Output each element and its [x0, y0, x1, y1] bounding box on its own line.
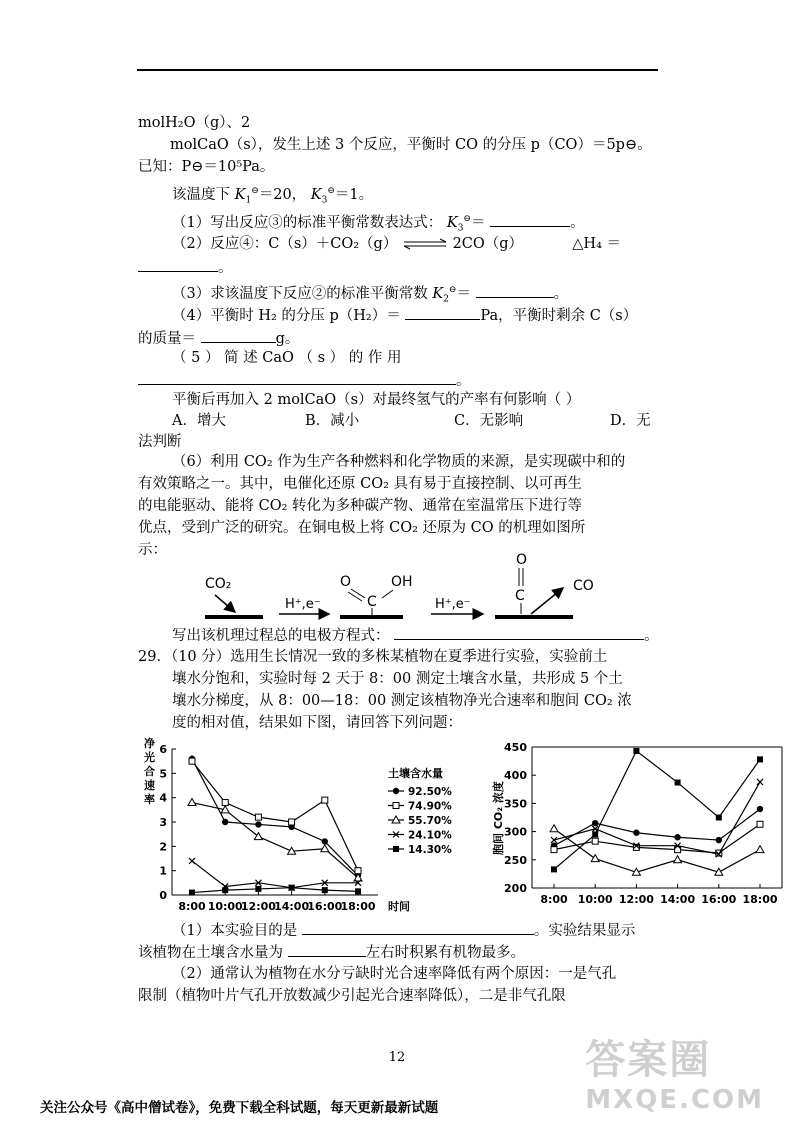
chart1-xlabel: 时间 [388, 900, 410, 913]
data-point [675, 780, 681, 786]
x-tick-label: 18:00 [742, 893, 778, 906]
q29-line-1: 29．（10 分）选用生长情况一致的多株某植物在夏季进行实验，实验前土 [138, 649, 608, 665]
q28-part1: （1）写出反应③的标准平衡常数表达式： $K_3^⊖=$ 。 [172, 209, 585, 239]
legend-label: 24.10% [408, 829, 452, 842]
series-line [192, 888, 358, 893]
co-product-label: CO [573, 578, 594, 594]
y-tick-label: 2 [159, 840, 167, 854]
option-d: D．无 [610, 413, 651, 429]
x-tick-label: 12:00 [618, 893, 654, 906]
step-label-1: H⁺,e⁻ [285, 597, 321, 612]
answer-blank[interactable] [201, 328, 276, 343]
net-photosynthesis-chart [138, 735, 452, 915]
data-point [355, 868, 361, 874]
x-tick-label: 14:00 [660, 893, 696, 906]
data-point [592, 831, 598, 837]
q28-part6-l3: 的电能驱动、能将 CO₂ 转化为多种碳产物、通常在室温常压下进行等 [138, 498, 583, 514]
hydroxyl-label: OH [391, 574, 413, 590]
q28-part6-l5: 示： [138, 542, 167, 558]
q28-part6-ask: 写出该机理过程总的电极方程式： 。 [172, 625, 659, 646]
legend-marker [393, 803, 399, 809]
data-point [289, 885, 295, 891]
q29-line-4: 度的相对值，结果如下图，请回答下列问题： [172, 715, 462, 731]
x-tick-label: 8:00 [178, 900, 206, 913]
q28-constants: 该温度下 $K_1^⊖=20$， $K_3^⊖=1$。 [172, 186, 374, 206]
y-tick-label: 350 [504, 797, 527, 811]
data-point [551, 847, 557, 853]
q29-part2-l2: 限制（植物叶片气孔开放数减少引起光合速率降低），二是非气孔限 [138, 988, 566, 1004]
q29-part1: （1）本实验目的是 。实验结果显示 [172, 920, 635, 941]
oxygen-label-2: O [516, 552, 528, 568]
series-55.70% [188, 799, 362, 881]
legend-item [388, 815, 452, 827]
q28-part2: （2）反应④：C（s）＋CO₂（g） 2CO（g） △H₄ ＝ [172, 236, 621, 252]
adsorb-arrow [215, 595, 235, 612]
option-c: C．无影响 [454, 413, 524, 429]
data-point [633, 830, 639, 836]
q28-part6-l4: 优点，受到广泛的研究。在铜电极上将 CO₂ 还原为 CO 的机理如图所 [138, 520, 586, 536]
q28-line-3: 已知：P⊖＝10⁵Pa。 [138, 159, 275, 175]
data-point [188, 799, 196, 806]
data-point [674, 856, 682, 863]
carbon-label-1: C [367, 594, 377, 610]
series-74.90% [189, 758, 361, 874]
page-number: 12 [388, 1050, 406, 1065]
carbon-label-2: C [515, 588, 525, 604]
data-point [551, 866, 557, 872]
x-tick-label: 16:00 [307, 900, 343, 913]
data-point [322, 797, 328, 803]
y-tick-label: 6 [159, 743, 167, 756]
answer-blank[interactable] [302, 920, 534, 935]
x-tick-label: 10:00 [207, 900, 243, 913]
legend-label: 55.70% [408, 815, 452, 827]
legend-item [388, 830, 452, 842]
q28-part4: （4）平衡时 H₂ 的分压 p（H₂）＝ Pa，平衡时剩余 C（s） [172, 305, 637, 326]
data-point [255, 886, 261, 892]
data-point [757, 779, 763, 785]
legend-item [388, 844, 452, 856]
answer-blank[interactable] [405, 305, 480, 320]
data-point [756, 846, 764, 853]
q29-line-3: 壤水分梯度，从 8：00—18：00 测定该植物净光合速率和胞间 CO₂ 浓 [172, 693, 632, 709]
answer-blank[interactable] [490, 212, 570, 227]
data-point [757, 806, 763, 812]
option-d-cont: 法判断 [138, 434, 182, 450]
answer-blank[interactable] [476, 283, 554, 298]
q28-part3: （3）求该温度下反应②的标准平衡常数 $K_2^⊖=$ 。 [172, 280, 568, 310]
answer-blank[interactable] [138, 370, 456, 385]
data-point [222, 800, 228, 806]
series-line [192, 803, 358, 878]
series-74.90% [551, 821, 763, 856]
data-point [222, 887, 228, 893]
legend-title: 土壤含水量 [388, 767, 443, 780]
option-a: A．增大 [172, 413, 226, 429]
chart2-ylabel: 胞间 CO₂ 浓度 [492, 781, 505, 855]
x-tick-label: 12:00 [240, 900, 276, 913]
data-point [355, 888, 361, 894]
data-point [633, 748, 639, 754]
desorb-arrow [531, 588, 563, 614]
y-tick-label: 400 [504, 769, 527, 783]
q28-line-1: molH₂O（g）、2 [138, 115, 251, 131]
data-point [189, 858, 195, 864]
watermark-logo: 答案圈 MXQE.COM [585, 1037, 764, 1115]
q28-part2-answer: 。 [138, 257, 233, 278]
answer-blank[interactable] [394, 625, 644, 640]
intercellular-co2-chart [482, 735, 792, 915]
bond-coh [382, 590, 393, 598]
series-24.10% [189, 858, 361, 891]
footer-notice: 关注公众号《高中僧试卷》，免费下载全科试题，每天更新最新试题 [40, 1100, 439, 1116]
bond-co-1 [351, 589, 365, 598]
data-point [189, 758, 195, 764]
equilibrium-arrow-icon [402, 238, 448, 250]
y-tick-label: 4 [159, 791, 167, 805]
series-92.50% [189, 756, 361, 879]
data-point [289, 819, 295, 825]
q28-part6-l1: （6）利用 CO₂ 作为生产各种燃料和化学物质的来源，是实现碳中和的 [172, 454, 626, 470]
q28-line-2: molCaO（s），发生上述 3 个反应，平衡时 CO 的分压 p（CO）＝5p⊖。 [170, 137, 652, 153]
legend-label: 14.30% [408, 844, 452, 856]
y-tick-label: 3 [159, 816, 167, 829]
y-tick-label: 5 [159, 767, 167, 781]
data-point [322, 838, 328, 844]
y-tick-label: 450 [504, 741, 527, 754]
series-14.30% [189, 885, 361, 896]
data-point [255, 814, 261, 820]
y-tick-label: 1 [159, 864, 167, 878]
data-point [592, 820, 598, 826]
data-point [189, 890, 195, 896]
option-b: B．减小 [305, 413, 360, 429]
q28-part5: （ 5 ） 简 述 CaO （ s ） 的 作 用 [172, 350, 402, 366]
legend-marker [393, 846, 399, 852]
data-point [550, 825, 558, 832]
answer-blank[interactable] [138, 257, 218, 272]
x-tick-label: 10:00 [577, 893, 613, 906]
data-point [222, 819, 228, 825]
data-point [591, 855, 599, 862]
x-tick-label: 16:00 [701, 893, 737, 906]
series-line [554, 809, 760, 846]
q28-part4-mass: 的质量＝ g。 [138, 328, 299, 349]
legend-marker [393, 788, 399, 794]
data-point [321, 845, 329, 852]
q28-part5-question: 平衡后再加入 2 molCaO（s）对最终氢气的产率有何影响（ ） [172, 392, 581, 408]
step-label-2: H⁺,e⁻ [435, 597, 471, 612]
data-point [322, 887, 328, 893]
data-point [757, 821, 763, 827]
series-92.50% [551, 806, 763, 849]
oxygen-label: O [340, 574, 352, 590]
y-tick-label: 200 [504, 882, 527, 895]
x-tick-label: 14:00 [274, 900, 310, 913]
data-point [716, 837, 722, 843]
q29-part2-l1: （2）通常认为植物在水分亏缺时光合速率降低有两个原因：一是气孔 [172, 966, 617, 982]
y-tick-label: 250 [504, 853, 527, 867]
co2-reduction-mechanism [195, 550, 635, 630]
legend-label: 92.50% [408, 786, 452, 798]
chart1-ylabel: 净光合速率 [144, 737, 155, 806]
q28-part5-answer: 。 [138, 370, 471, 391]
legend-item [388, 786, 452, 798]
data-point [255, 821, 261, 827]
q29-part1-cont: 该植物在土壤含水量为 左右时积累有机物最多。 [138, 942, 525, 963]
series-line [192, 761, 358, 871]
co2-label: CO₂ [205, 576, 232, 592]
data-point [674, 834, 680, 840]
q28-part6-l2: 有效策略之一。其中，电催化还原 CO₂ 具有易于直接控制、以可再生 [138, 476, 583, 492]
bond-co-2 [348, 592, 362, 601]
x-tick-label: 8:00 [540, 893, 568, 906]
answer-blank[interactable] [288, 942, 366, 957]
data-point [716, 815, 722, 821]
legend-item [388, 801, 452, 813]
data-point [592, 838, 598, 844]
q28-options [172, 411, 651, 431]
y-tick-label: 0 [159, 889, 167, 902]
series-14.30% [551, 748, 763, 872]
y-tick-label: 300 [504, 825, 527, 839]
q29-line-2: 壤水分饱和，实验时每 2 天于 8：00 测定土壤含水量，共形成 5 个土 [172, 671, 623, 687]
header-rule [137, 69, 658, 71]
series-line [192, 861, 358, 888]
legend-label: 74.90% [408, 800, 452, 813]
data-point [757, 756, 763, 762]
x-tick-label: 18:00 [340, 900, 376, 913]
